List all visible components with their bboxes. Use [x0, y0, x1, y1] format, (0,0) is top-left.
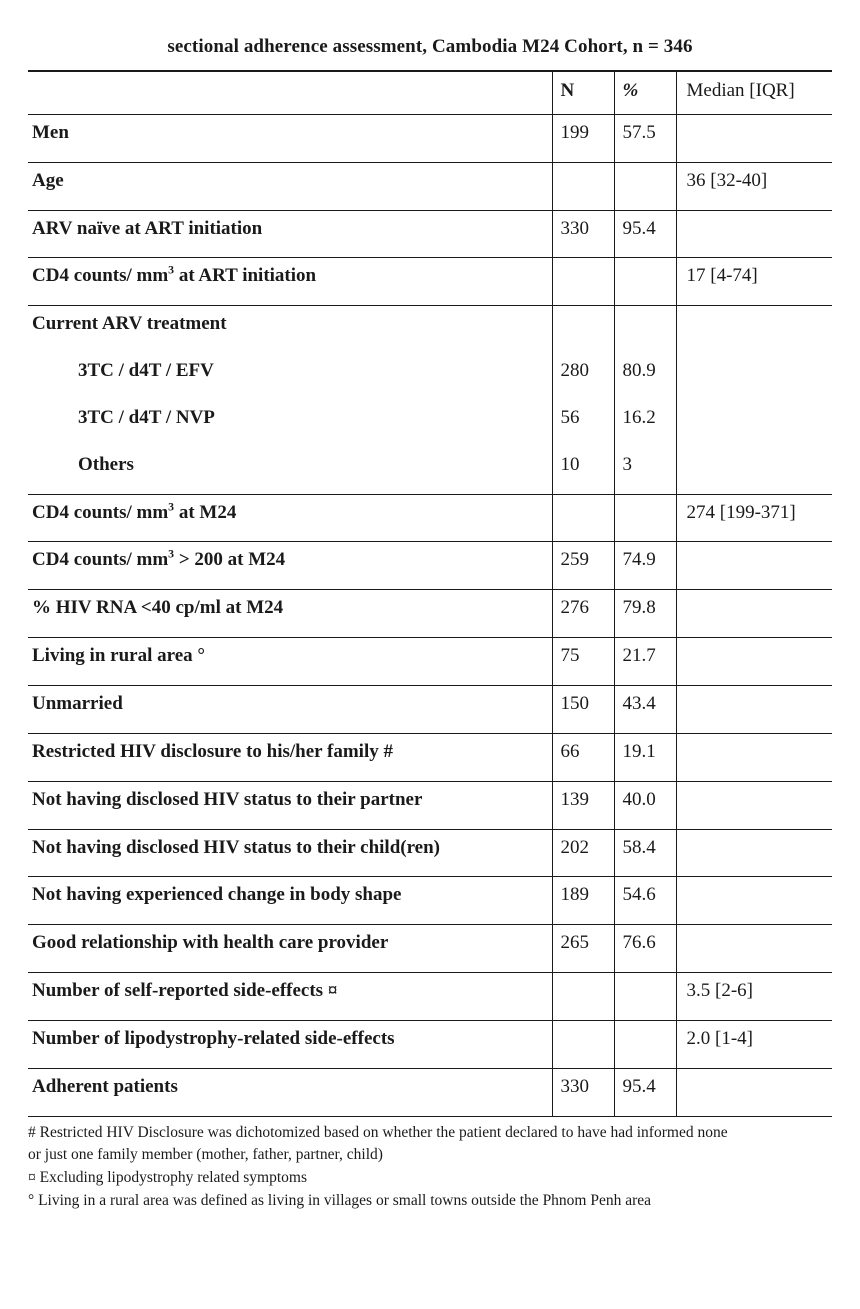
table-row — [28, 306, 832, 353]
row-n — [552, 494, 614, 542]
row-median: 36 [32-40] — [676, 162, 832, 210]
row-label-pre: CD4 counts/ mm — [32, 549, 169, 571]
row-n: 150 — [552, 685, 614, 733]
row-label: Adherent patients — [28, 1068, 552, 1116]
row-pct: 57.5 — [614, 114, 676, 162]
row-pct: 76.6 — [614, 925, 676, 973]
table-row — [28, 353, 832, 400]
row-median — [676, 210, 832, 258]
row-n — [552, 973, 614, 1021]
row-label-text: 3TC / d4T / NVP — [78, 406, 215, 428]
row-pct — [614, 258, 676, 306]
row-pct: 54.6 — [614, 877, 676, 925]
row-median — [676, 306, 832, 353]
row-median: 3.5 [2-6] — [676, 973, 832, 1021]
header-cell-label — [28, 71, 552, 114]
row-n — [552, 306, 614, 353]
row-median — [676, 829, 832, 877]
table-header — [28, 71, 832, 114]
row-median: 17 [4-74] — [676, 258, 832, 306]
table-row — [28, 162, 832, 210]
row-label — [28, 258, 552, 306]
row-n: 330 — [552, 210, 614, 258]
row-label-post: at ART initiation — [174, 265, 317, 287]
header-cell-n: N — [552, 71, 614, 114]
footnote-line: or just one family member (mother, father, partner, child) — [28, 1146, 383, 1164]
row-label-text: Others — [78, 453, 134, 475]
row-label: Number of lipodystrophy-related side-effects — [28, 1020, 552, 1068]
table-row — [28, 638, 832, 686]
row-median — [676, 925, 832, 973]
row-label-post: > 200 at M24 — [174, 549, 286, 571]
row-median — [676, 590, 832, 638]
table-row — [28, 973, 832, 1021]
table-row — [28, 877, 832, 925]
table-row — [28, 400, 832, 447]
row-pct: 95.4 — [614, 210, 676, 258]
row-label-sup: 3 — [168, 264, 175, 278]
row-n — [552, 1020, 614, 1068]
row-n: 199 — [552, 114, 614, 162]
row-median — [676, 400, 832, 447]
row-pct: 80.9 — [614, 353, 676, 400]
header-cell-pct: % — [614, 71, 676, 114]
row-label: Number of self-reported side-effects ¤ — [28, 973, 552, 1021]
table-row — [28, 258, 832, 306]
table-header-row — [28, 71, 832, 114]
row-n: 276 — [552, 590, 614, 638]
row-median: 2.0 [1-4] — [676, 1020, 832, 1068]
row-n: 280 — [552, 353, 614, 400]
row-label: ARV naïve at ART initiation — [28, 210, 552, 258]
row-n — [552, 162, 614, 210]
row-median: 274 [199-371] — [676, 494, 832, 542]
row-pct: 16.2 — [614, 400, 676, 447]
header-cell-median: Median [IQR] — [676, 71, 832, 114]
row-label: Not having experienced change in body shape — [28, 877, 552, 925]
row-median — [676, 733, 832, 781]
row-label — [28, 542, 552, 590]
row-pct: 43.4 — [614, 685, 676, 733]
row-pct: 40.0 — [614, 781, 676, 829]
row-label: Age — [28, 162, 552, 210]
row-median — [676, 638, 832, 686]
row-n: 10 — [552, 447, 614, 494]
footnote-line: # Restricted HIV Disclosure was dichotomized based on whether the patient declared to have had informed none — [28, 1123, 728, 1141]
row-n: 265 — [552, 925, 614, 973]
row-n: 330 — [552, 1068, 614, 1116]
row-n: 56 — [552, 400, 614, 447]
row-label-pre: CD4 counts/ mm — [32, 265, 169, 287]
row-median — [676, 542, 832, 590]
row-label: Good relationship with health care provider — [28, 925, 552, 973]
row-n: 259 — [552, 542, 614, 590]
row-label-text: 3TC / d4T / EFV — [78, 360, 214, 382]
row-label: Restricted HIV disclosure to his/her family # — [28, 733, 552, 781]
row-median — [676, 114, 832, 162]
row-median — [676, 685, 832, 733]
table-row — [28, 210, 832, 258]
row-n: 66 — [552, 733, 614, 781]
row-median — [676, 877, 832, 925]
row-label: % HIV RNA <40 cp/ml at M24 — [28, 590, 552, 638]
row-median — [676, 447, 832, 494]
row-pct: 3 — [614, 447, 676, 494]
footnote-line: ° Living in a rural area was defined as living in villages or small towns outside the Phnom Penh area — [28, 1192, 652, 1210]
row-label: Current ARV treatment — [32, 313, 227, 335]
row-label: Not having disclosed HIV status to their child(ren) — [28, 829, 552, 877]
row-pct — [614, 306, 676, 353]
row-median — [676, 353, 832, 400]
row-label-sup: 3 — [168, 500, 175, 514]
row-label: Living in rural area ° — [28, 638, 552, 686]
table-row — [28, 114, 832, 162]
row-n: 202 — [552, 829, 614, 877]
row-n: 189 — [552, 877, 614, 925]
row-pct: 74.9 — [614, 542, 676, 590]
row-label: Unmarried — [28, 685, 552, 733]
table-title: sectional adherence assessment, Cambodia M24 Cohort, n = 346 — [167, 36, 693, 57]
row-label-sup: 3 — [168, 548, 175, 562]
row-pct — [614, 162, 676, 210]
row-pct: 21.7 — [614, 638, 676, 686]
row-n: 139 — [552, 781, 614, 829]
row-median — [676, 781, 832, 829]
table-row — [28, 542, 832, 590]
row-label — [28, 353, 552, 400]
table-row — [28, 685, 832, 733]
row-n — [552, 258, 614, 306]
row-n: 75 — [552, 638, 614, 686]
row-label-post: at M24 — [174, 501, 237, 523]
table-row — [28, 829, 832, 877]
row-pct — [614, 494, 676, 542]
row-pct: 19.1 — [614, 733, 676, 781]
table-footnotes — [28, 1117, 832, 1214]
table-row — [28, 925, 832, 973]
table-row — [28, 781, 832, 829]
row-pct — [614, 1020, 676, 1068]
row-pct: 58.4 — [614, 829, 676, 877]
row-label — [28, 494, 552, 542]
table-row — [28, 733, 832, 781]
row-label-pre: CD4 counts/ mm — [32, 501, 169, 523]
row-pct: 79.8 — [614, 590, 676, 638]
footnote-line: ¤ Excluding lipodystrophy related symptoms — [28, 1169, 307, 1187]
row-pct — [614, 973, 676, 1021]
row-label: Not having disclosed HIV status to their partner — [28, 781, 552, 829]
table-row — [28, 1020, 832, 1068]
table-row — [28, 494, 832, 542]
table-row — [28, 590, 832, 638]
adherence-table — [28, 70, 832, 1117]
row-label: Men — [28, 114, 552, 162]
row-pct: 95.4 — [614, 1068, 676, 1116]
table-row — [28, 1068, 832, 1116]
row-label — [28, 447, 552, 494]
row-median — [676, 1068, 832, 1116]
row-label — [28, 400, 552, 447]
table-row — [28, 447, 832, 494]
table-body — [28, 114, 832, 1116]
